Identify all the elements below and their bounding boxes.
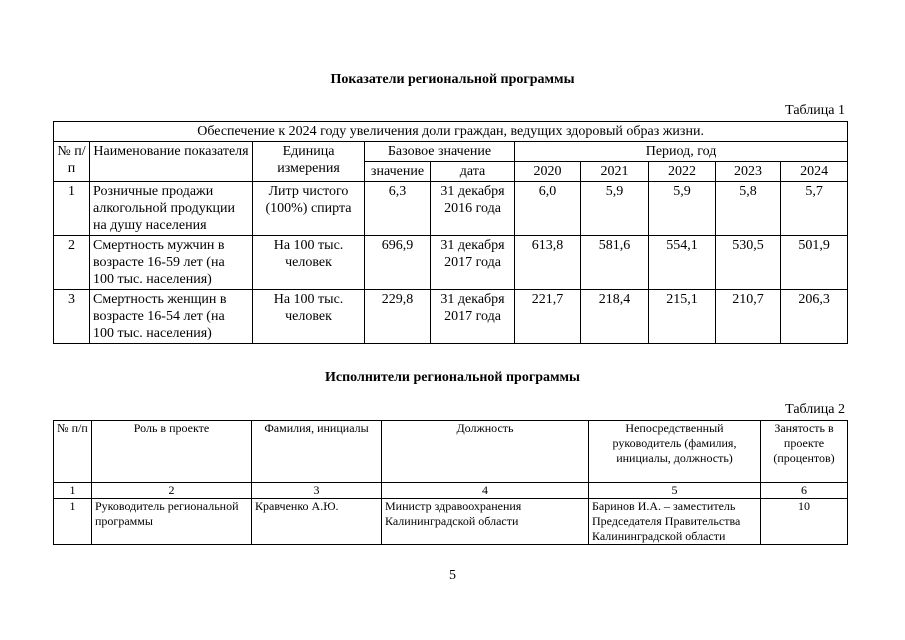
header-employment: Занятость в проекте (процентов) [761, 421, 848, 483]
row-employment: 10 [761, 499, 848, 545]
header-base-date: дата [431, 162, 515, 182]
row-name: Розничные продажи алкогольной продукции на душу населения [90, 182, 253, 236]
header-base-value: значение [365, 162, 431, 182]
row-role: Руководитель региональной программы [92, 499, 252, 545]
row-value: 5,9 [649, 182, 716, 236]
row-value: 6,0 [515, 182, 581, 236]
row-base-value: 229,8 [365, 290, 431, 344]
header-unit: Единица измерения [253, 142, 365, 182]
header-year: 2020 [515, 162, 581, 182]
col-number: 6 [761, 483, 848, 499]
row-supervisor: Баринов И.А. – заместитель Председателя Правительства Калининградской области [589, 499, 761, 545]
row-base-date: 31 декабря 2017 года [431, 290, 515, 344]
row-value: 554,1 [649, 236, 716, 290]
row-base-date: 31 декабря 2016 года [431, 182, 515, 236]
row-num: 1 [54, 182, 90, 236]
row-value: 581,6 [581, 236, 649, 290]
goal-row [54, 122, 848, 142]
section-title-executors: Исполнители региональной программы [325, 370, 580, 385]
col-number: 4 [382, 483, 589, 499]
goal-text: Обеспечение к 2024 году увеличения доли граждан, ведущих здоровый образ жизни. [54, 122, 848, 142]
indicators-table [53, 121, 848, 344]
header-supervisor: Непосредственный руководитель (фамилия, инициалы, должность) [589, 421, 761, 483]
table-row [54, 290, 848, 344]
row-value: 501,9 [781, 236, 848, 290]
header-position: Должность [382, 421, 589, 483]
col-number: 3 [252, 483, 382, 499]
row-num: 2 [54, 236, 90, 290]
row-base-value: 696,9 [365, 236, 431, 290]
header-row [54, 142, 848, 162]
row-value: 215,1 [649, 290, 716, 344]
table2-caption: Таблица 2 [785, 402, 845, 417]
header-role: Роль в проекте [92, 421, 252, 483]
table1-caption: Таблица 1 [785, 103, 845, 118]
header-period: Период, год [515, 142, 848, 162]
header-fio: Фамилия, инициалы [252, 421, 382, 483]
row-num: 3 [54, 290, 90, 344]
header-year: 2023 [716, 162, 781, 182]
page-number: 5 [449, 568, 456, 583]
row-value: 5,9 [581, 182, 649, 236]
row-base-value: 6,3 [365, 182, 431, 236]
row-value: 613,8 [515, 236, 581, 290]
header-row [54, 421, 848, 483]
row-unit: На 100 тыс. человек [253, 290, 365, 344]
executors-table [53, 420, 848, 545]
row-value: 210,7 [716, 290, 781, 344]
row-unit: Литр чистого (100%) спирта [253, 182, 365, 236]
column-numbers-row [54, 483, 848, 499]
row-value: 218,4 [581, 290, 649, 344]
row-value: 5,7 [781, 182, 848, 236]
table-row [54, 499, 848, 545]
row-value: 206,3 [781, 290, 848, 344]
row-value: 221,7 [515, 290, 581, 344]
section-title-indicators: Показатели региональной программы [330, 72, 575, 87]
row-value: 5,8 [716, 182, 781, 236]
col-number: 1 [54, 483, 92, 499]
row-position: Министр здравоохранения Калининградской области [382, 499, 589, 545]
row-fio: Кравченко А.Ю. [252, 499, 382, 545]
row-unit: На 100 тыс. человек [253, 236, 365, 290]
header-name: Наименование показателя [90, 142, 253, 182]
header-num: № п/п [54, 421, 92, 483]
header-base: Базовое значение [365, 142, 515, 162]
row-name: Смертность мужчин в возрасте 16-59 лет (на 100 тыс. населения) [90, 236, 253, 290]
header-year: 2021 [581, 162, 649, 182]
table-row [54, 182, 848, 236]
row-base-date: 31 декабря 2017 года [431, 236, 515, 290]
col-number: 2 [92, 483, 252, 499]
row-name: Смертность женщин в возрасте 16-54 лет (на 100 тыс. населения) [90, 290, 253, 344]
header-year: 2022 [649, 162, 716, 182]
table-row [54, 236, 848, 290]
header-year: 2024 [781, 162, 848, 182]
col-number: 5 [589, 483, 761, 499]
row-value: 530,5 [716, 236, 781, 290]
row-num: 1 [54, 499, 92, 545]
header-num: № п/п [54, 142, 90, 182]
